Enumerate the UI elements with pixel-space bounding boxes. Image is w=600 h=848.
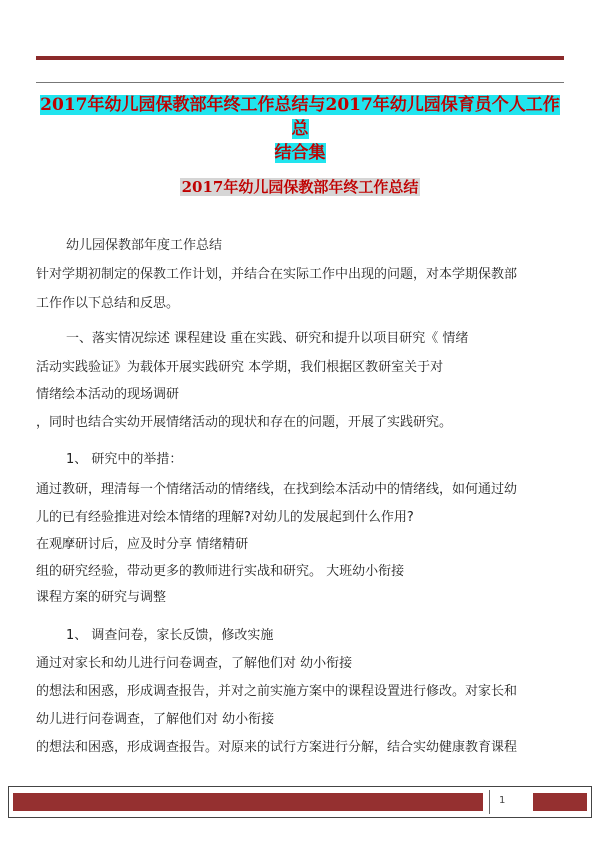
paragraph-line: 儿的已有经验推进对绘本情绪的理解?对幼儿的发展起到什么作用?	[36, 510, 414, 525]
paragraph-line: ，同时也结合实幼开展情绪活动的现状和存在的问题，开展了实践研究。	[36, 415, 453, 430]
page-number: 1	[499, 795, 506, 806]
paragraph-line: 组的研究经验，带动更多的教师进行实战和研究。 大班幼小衔接	[36, 564, 405, 579]
paragraph-line: 幼儿进行问卷调查，了解他们对 幼小衔接	[36, 712, 275, 727]
paragraph-line: 针对学期初制定的保教工作计划，并结合在实际工作中出现的问题，对本学期保教部	[36, 267, 518, 282]
footer-divider	[489, 790, 490, 814]
paragraph-line: 通过教研，理清每一个情绪活动的情绪线，在找到绘本活动中的情绪线，如何通过幼	[36, 482, 518, 497]
paragraph-line: 1、 研究中的举措：	[66, 452, 183, 467]
paragraph-line: 在观摩研讨后，应及时分享 情绪精研	[36, 537, 249, 552]
page-footer	[8, 786, 592, 818]
paragraph-line: 课程方案的研究与调整	[36, 590, 167, 605]
document-title	[36, 93, 564, 165]
title-line-2: 结合集	[274, 143, 326, 163]
title-line-1: 2017年幼儿园保教部年终工作总结与2017年幼儿园保育员个人工作总	[40, 95, 560, 139]
paragraph-line: 一、落实情况综述 课程建设 重在实践、研究和提升以项目研究《 情绪	[66, 331, 469, 346]
section-heading	[36, 176, 564, 198]
paragraph-line: 通过对家长和幼儿进行问卷调查，了解他们对 幼小衔接	[36, 656, 353, 671]
paragraph-line: 活动实践验证》为载体开展实践研究 本学期，我们根据区教研室关于对	[36, 360, 444, 375]
paragraph-line: 情绪绘本活动的现场调研	[36, 387, 180, 402]
footer-bar-right	[533, 793, 587, 811]
header-rule	[36, 82, 564, 83]
paragraph-line: 工作作以下总结和反思。	[36, 296, 180, 311]
footer-bar-left	[13, 793, 483, 811]
header-bar	[36, 56, 564, 60]
paragraph-line: 的想法和困惑，形成调查报告。对原来的试行方案进行分解，结合实幼健康教育课程	[36, 740, 518, 755]
paragraph-line: 幼儿园保教部年度工作总结	[66, 238, 223, 253]
paragraph-line: 的想法和困惑，形成调查报告，并对之前实施方案中的课程设置进行修改。对家长和	[36, 684, 518, 699]
paragraph-line: 1、 调查问卷，家长反馈，修改实施	[66, 628, 274, 643]
section-heading-text: 2017年幼儿园保教部年终工作总结	[181, 178, 419, 196]
